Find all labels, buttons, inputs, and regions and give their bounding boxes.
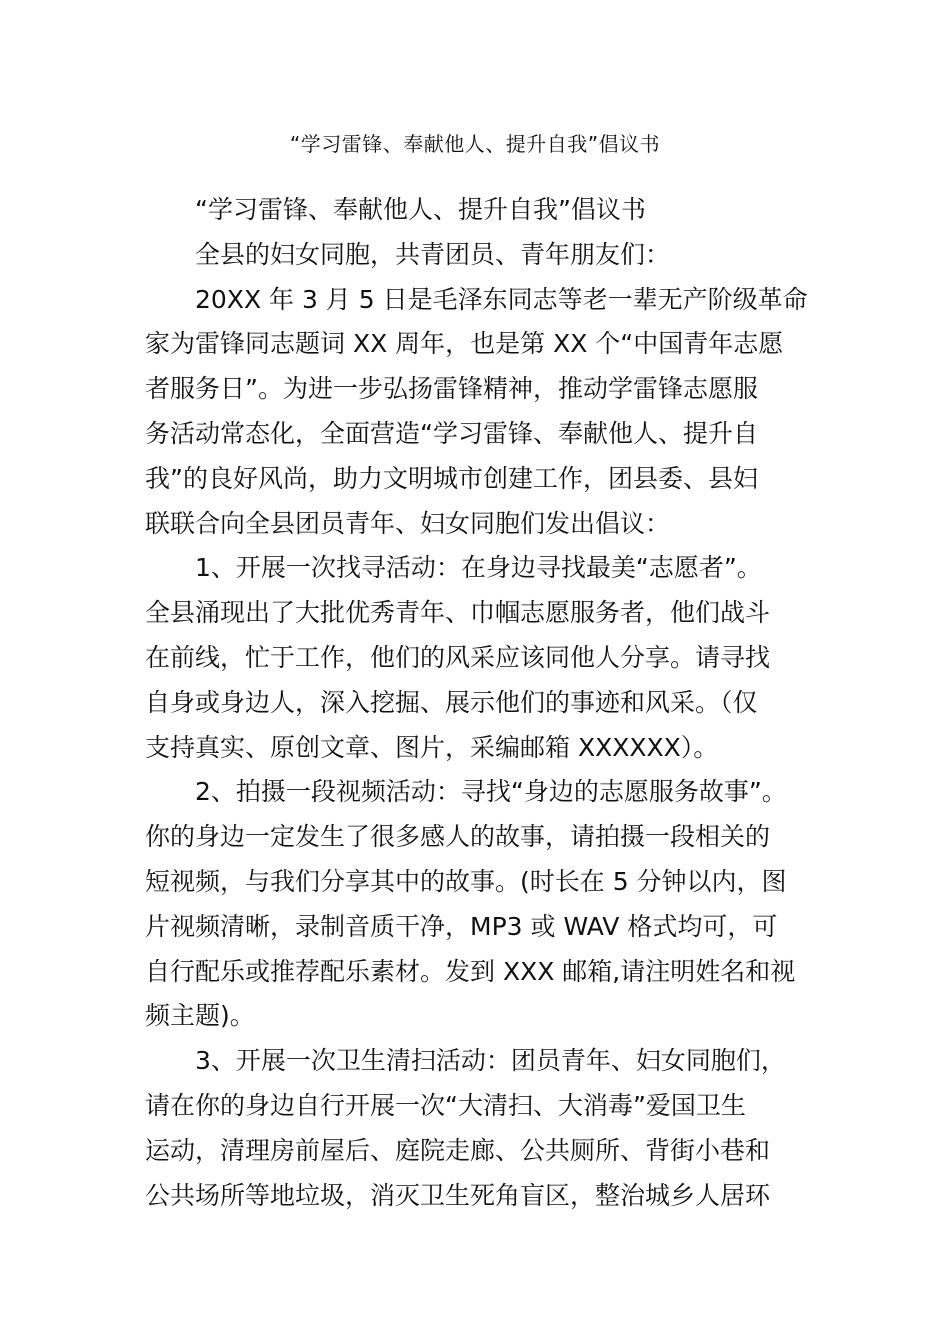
body-line: 联联合向全县团员青年、妇女同胞们发出倡议： bbox=[145, 508, 671, 538]
body-line: 全县的妇女同胞，共青团员、青年朋友们： bbox=[195, 239, 671, 269]
body-line: 2、拍摄一段视频活动：寻找“身边的志愿服务故事”。 bbox=[195, 777, 787, 807]
body-line: 你的身边一定发生了很多感人的故事，请拍摄一段相关的 bbox=[145, 822, 771, 852]
body-line: 短视频，与我们分享其中的故事。(时长在 5 分钟以内，图 bbox=[145, 866, 787, 896]
body-line: 频主题)。 bbox=[145, 1001, 255, 1031]
body-line: 请在你的身边自行开展一次“大清扫、大消毒”爱国卫生 bbox=[145, 1090, 746, 1120]
body-line: 公共场所等地垃圾，消灭卫生死角盲区，整治城乡人居环 bbox=[145, 1180, 771, 1210]
body-line: 在前线，忙于工作，他们的风采应该同他人分享。请寻找 bbox=[145, 642, 771, 672]
body-line: 家为雷锋同志题词 XX 周年，也是第 XX 个“中国青年志愿 bbox=[145, 329, 784, 359]
body-line: 1、开展一次找寻活动：在身边寻找最美“志愿者”。 bbox=[195, 553, 762, 583]
body-line: “学习雷锋、奉献他人、提升自我”倡议书 bbox=[195, 195, 646, 224]
body-line: 20XX 年 3 月 5 日是毛泽东同志等老一辈无产阶级革命 bbox=[195, 284, 808, 314]
body-line: 片视频清晰，录制音质干净，MP3 或 WAV 格式均可，可 bbox=[145, 911, 778, 941]
body-line: 支持真实、原创文章、图片，采编邮箱 XXXXXX）。 bbox=[145, 732, 719, 762]
document-title: “学习雷锋、奉献他人、提升自我”倡议书 bbox=[289, 132, 661, 156]
document-body bbox=[145, 188, 825, 1218]
body-line: 自身或身边人，深入挖掘、展示他们的事迹和风采。（仅 bbox=[145, 687, 758, 717]
body-line: 3、开展一次卫生清扫活动：团员青年、妇女同胞们， bbox=[195, 1046, 786, 1076]
body-line: 自行配乐或推荐配乐素材。发到 XXX 邮箱,请注明姓名和视 bbox=[145, 956, 796, 986]
body-line: 者服务日”。为进一步弘扬雷锋精神，推动学雷锋志愿服 bbox=[145, 374, 758, 404]
body-line: 运动，清理房前屋后、庭院走廊、公共厕所、背街小巷和 bbox=[145, 1135, 771, 1165]
body-line: 全县涌现出了大批优秀青年、巾帼志愿服务者，他们战斗 bbox=[145, 598, 771, 628]
body-line: 我”的良好风尚，助力文明城市创建工作，团县委、县妇 bbox=[145, 463, 758, 493]
body-line: 务活动常态化，全面营造“学习雷锋、奉献他人、提升自 bbox=[145, 418, 758, 448]
